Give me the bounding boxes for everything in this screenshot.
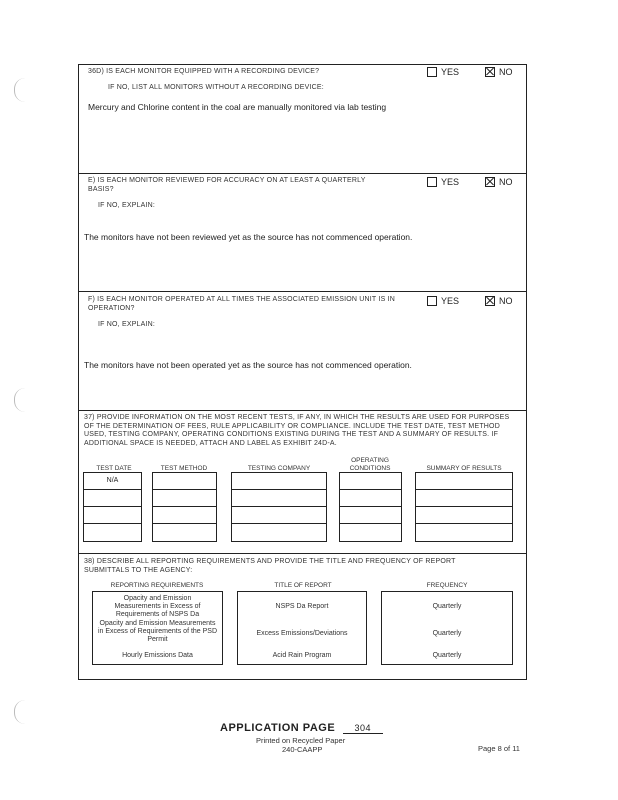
q38-box-frequency — [381, 591, 513, 665]
q37-col-testing-company: TESTING COMPANY — [247, 465, 311, 472]
q38-col-title-of-report: TITLE OF REPORT — [274, 582, 332, 589]
binder-hole-middle — [14, 388, 25, 412]
q36d-no-label: NO — [499, 67, 513, 77]
q37-cell[interactable] — [340, 473, 401, 490]
q36f-no-checkbox[interactable] — [485, 296, 495, 306]
q36e-answer[interactable]: The monitors have not been reviewed yet as the source has not commenced operation. — [84, 232, 413, 242]
footer-form-code: 240-CAAPP — [282, 745, 323, 754]
q37-question: 37) PROVIDE INFORMATION ON THE MOST RECENT TESTS, IF ANY, IN WHICH THE RESULTS ARE USED FOR PURPOSES OF THE DETERMINATION OF FEES, RULE APPLICABILITY OR COMPLIANCE. INCLUDE THE TEST DATE, TEST METHOD USED, TESTING COMPANY, OPERATING CONDITIONS EXISTING DURING THE TEST AND A SUMMARY OF RESULTS. IF ADDITIONAL SPACE IS NEEDED, ATTACH AND LABEL AS EXHIBIT 24D-A. — [84, 414, 510, 447]
q38-col-frequency: FREQUENCY — [426, 582, 468, 589]
q38-frequency-2[interactable]: Quarterly — [432, 630, 462, 637]
divider-37 — [78, 410, 527, 411]
q37-cell[interactable] — [416, 490, 512, 507]
q36d-yes-label: YES — [441, 67, 460, 77]
q37-cell[interactable] — [340, 524, 401, 541]
q37-cell[interactable] — [153, 524, 216, 541]
q37-cell[interactable] — [340, 507, 401, 524]
q37-col-test-date: TEST DATE — [96, 465, 132, 472]
q37-col-summary: SUMMARY OF RESULTS — [426, 465, 502, 472]
q38-frequency-1[interactable]: Quarterly — [432, 603, 462, 610]
q37-col-box-summary — [415, 472, 513, 542]
q36e-no-label: NO — [499, 177, 513, 187]
q36f-yes-checkbox[interactable] — [427, 296, 437, 306]
divider-38 — [78, 553, 527, 554]
q36f-sub: IF NO, EXPLAIN: — [98, 321, 156, 328]
footer-page-of: Page 8 of 11 — [478, 744, 520, 753]
q36d-yes-checkbox[interactable] — [427, 67, 437, 77]
q36d-question: 36D) IS EACH MONITOR EQUIPPED WITH A RECORDING DEVICE? — [88, 68, 320, 75]
divider-36f — [78, 291, 527, 292]
q37-cell[interactable] — [232, 507, 326, 524]
q36f-no-label: NO — [499, 296, 513, 306]
q38-question: 38) DESCRIBE ALL REPORTING REQUIREMENTS AND PROVIDE THE TITLE AND FREQUENCY OF REPORT SUBMITTALS TO THE AGENCY: — [84, 558, 456, 574]
binder-hole-bottom — [14, 700, 25, 724]
q38-requirement-1[interactable]: Opacity and Emission Measurements in Excess of Requirements of NSPS Da — [114, 595, 201, 618]
q36d-sub: IF NO, LIST ALL MONITORS WITHOUT A RECORDING DEVICE: — [108, 84, 324, 91]
q38-frequency-3[interactable]: Quarterly — [432, 652, 462, 659]
q36d-answer[interactable]: Mercury and Chlorine content in the coal are manually monitored via lab testing — [88, 102, 387, 112]
q38-title-2[interactable]: Excess Emissions/Deviations — [256, 630, 348, 637]
q37-col-box-test-method — [152, 472, 217, 542]
q36f-question: F) IS EACH MONITOR OPERATED AT ALL TIMES THE ASSOCIATED EMISSION UNIT IS IN OPERATION? — [88, 296, 395, 312]
q38-box-titles — [237, 591, 367, 665]
q36e-no-checkbox[interactable] — [485, 177, 495, 187]
q36f-answer[interactable]: The monitors have not been operated yet as the source has not commenced operation. — [84, 360, 412, 370]
q37-cell[interactable] — [340, 490, 401, 507]
q37-cell[interactable] — [153, 490, 216, 507]
q38-requirement-3[interactable]: Hourly Emissions Data — [122, 652, 193, 659]
q37-cell[interactable] — [416, 473, 512, 490]
footer-app-label: APPLICATION PAGE — [220, 722, 336, 734]
q37-cell[interactable] — [416, 524, 512, 541]
q37-col-box-test-date — [83, 472, 142, 542]
q37-cell[interactable] — [153, 507, 216, 524]
q38-col-reporting-requirements: REPORTING REQUIREMENTS — [110, 582, 204, 589]
q37-col-box-testing-company — [231, 472, 327, 542]
q37-cell[interactable] — [232, 490, 326, 507]
q36d-no-checkbox[interactable] — [485, 67, 495, 77]
q37-cell[interactable] — [84, 524, 141, 541]
q38-box-requirements — [92, 591, 223, 665]
q37-cell[interactable] — [84, 490, 141, 507]
footer-application-page — [220, 722, 383, 734]
q37-col-test-method: TEST METHOD — [160, 465, 208, 472]
footer-printed: Printed on Recycled Paper — [256, 736, 346, 745]
q37-cell[interactable]: N/A — [84, 473, 141, 490]
q38-title-1[interactable]: NSPS Da Report — [275, 603, 329, 610]
q38-requirement-2[interactable]: Opacity and Emission Measurements in Excess of Requirements of the PSD Permit — [97, 620, 218, 643]
q37-col-operating-conditions: OPERATING CONDITIONS — [349, 457, 391, 472]
q36e-question: E) IS EACH MONITOR REVIEWED FOR ACCURACY ON AT LEAST A QUARTERLY BASIS? — [88, 177, 366, 193]
q38-title-3[interactable]: Acid Rain Program — [272, 652, 332, 659]
footer-page-number: 304 — [343, 723, 383, 734]
q37-cell[interactable] — [153, 473, 216, 490]
q36e-sub: IF NO, EXPLAIN: — [98, 202, 156, 209]
q36f-yes-label: YES — [441, 296, 460, 306]
q37-col-box-operating-conditions — [339, 472, 402, 542]
q37-cell[interactable] — [84, 507, 141, 524]
divider-36e — [78, 173, 527, 174]
q37-cell[interactable] — [232, 473, 326, 490]
q37-cell[interactable] — [416, 507, 512, 524]
binder-hole-top — [14, 78, 25, 102]
q36e-yes-label: YES — [441, 177, 460, 187]
q36e-yes-checkbox[interactable] — [427, 177, 437, 187]
q37-cell[interactable] — [232, 524, 326, 541]
